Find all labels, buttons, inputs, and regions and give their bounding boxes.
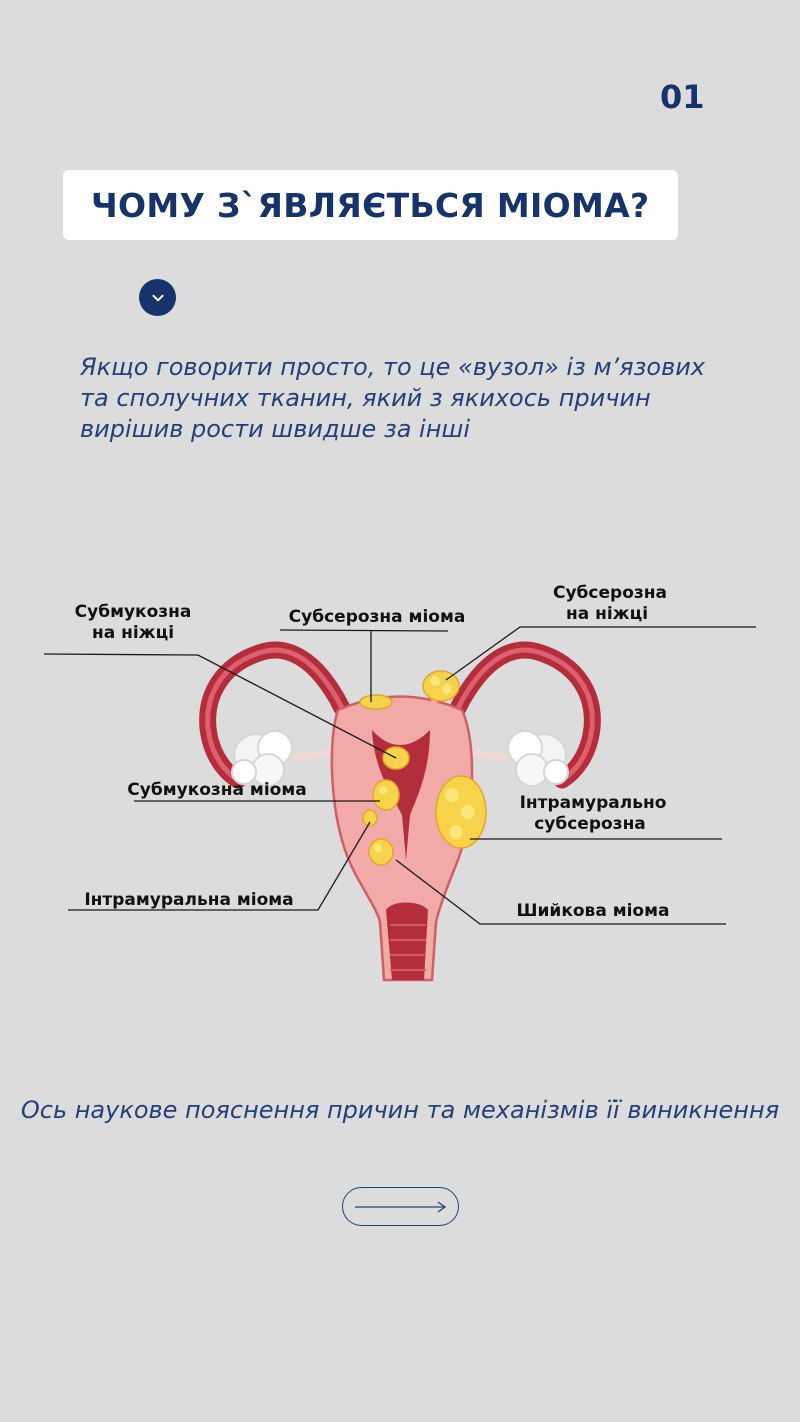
label-subserous-stalk-2: на ніжці xyxy=(565,604,649,624)
chevron-down-icon xyxy=(150,290,166,306)
scroll-down-button[interactable] xyxy=(139,279,176,316)
page-number: 01 xyxy=(660,78,705,116)
label-submucous-stalk-2: на ніжці xyxy=(91,623,175,643)
next-button[interactable] xyxy=(342,1187,459,1226)
label-cervical: Шийкова міома xyxy=(516,901,670,921)
outro-text: Ось наукове пояснення причин та механізмів її виникнення xyxy=(20,1096,780,1124)
fibroid-subserous xyxy=(360,695,392,709)
left-ovary xyxy=(232,731,292,786)
fibroid-intramural-subserous xyxy=(436,776,486,848)
right-ovary xyxy=(508,731,568,786)
label-subserous: Субсерозна міома xyxy=(288,607,466,627)
label-submucous-stalk-1: Субмукозна xyxy=(74,602,192,622)
cervix-canal xyxy=(386,903,428,981)
title-card xyxy=(63,170,678,240)
label-intramural: Інтрамуральна міома xyxy=(84,890,294,910)
fibroid-cervical xyxy=(369,839,393,865)
label-intramural-subserous-1: Інтрамурально xyxy=(519,793,667,813)
intro-text: Якщо говорити просто, то це «вузол» із м’язових та сполучних тканин, який з якихось причин вирішив рости швидше за інші xyxy=(80,353,706,443)
fibroid-submucous xyxy=(373,780,399,810)
uterus-fibroid-diagram xyxy=(0,560,800,1000)
page-title: ЧОМУ З`ЯВЛЯЄТЬСЯ МІОМА? xyxy=(91,185,650,225)
fibroid-intramural xyxy=(363,810,377,826)
arrow-right-icon xyxy=(353,1200,449,1214)
label-subserous-stalk-1: Субсерозна xyxy=(553,583,667,603)
label-intramural-subserous-2: субсерозна xyxy=(534,814,646,834)
label-submucous: Субмукозна міома xyxy=(127,780,307,800)
